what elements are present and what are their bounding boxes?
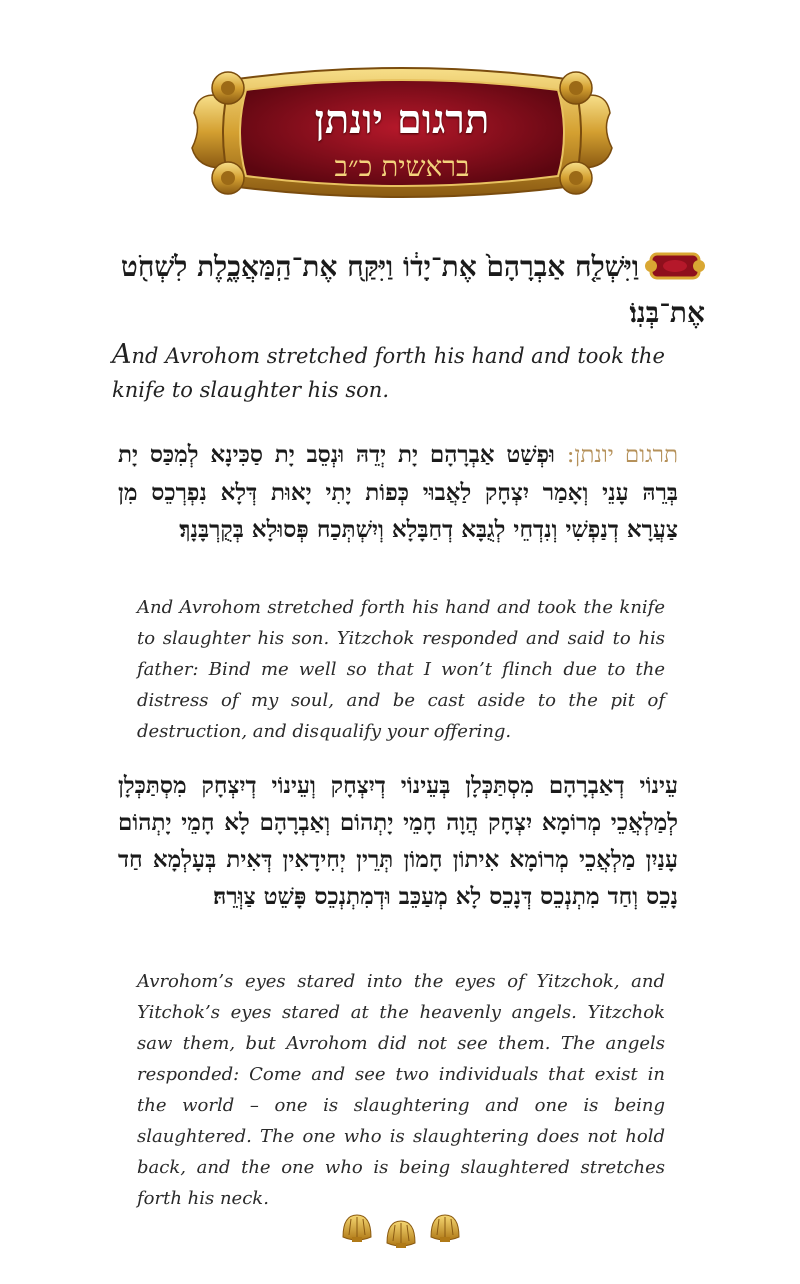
midrash-paragraph: עֵינוֹי דְאַבְרָהָם מִסְתַּכְּלָן בְּעֵינוֹי דְיִצְחָק וְעֵינוֹי דְיִצְחָק מִסְתַּכְּלָן לְמַלְאֲכֵי מְרוֹמָא יִצְחָק הֲוָה חָמֵי יָתְהוֹם וְאַבְרָהָם לָא חָמֵי יָתְהוֹם עָנַיִן מַלְאֲכֵי מְרוֹמָא אִיתוֹן חָמוֹן תְּרֵין יְחִידָאִין דְּאִית בְּעָלְמָא חַד נָכֵס וְחַד מִתְנְכֵס דְּנָכֵס לָא מְעַכֵּב וּדְמִתְנְכֵס פָּשֵׁט צַוְּרֵהּ׃ [118,772,678,910]
targum-paragraph [118,436,678,548]
targum-label: תרגום יונתן: [566,442,679,468]
verse-translation [112,338,697,407]
shells-ornament [339,1211,463,1251]
verse-hebrew-text: וַיִּשְׁלַ֤ח אַבְרָהָם֙ אֶת־יָד֔וֹ וַיִּקַּ֖ח אֶת־הַֽמַּאֲכֶ֑לֶת לִשְׁחֹ֖ט אֶת־בְּנֽוֹ׃ [120,250,705,329]
scroll-verse-marker-icon [645,250,705,282]
page-subtitle: בראשית כ״ב [334,150,470,183]
shell-icon [343,1215,371,1242]
header-banner [188,58,616,208]
targum-translation: And Avrohom stretched forth his hand and took the knife to slaughter his son. Yitzchok responded and said to his father: Bind me well so that I won’t flinch due to the distress of my soul, and be cast aside to the pit of destruction, and disqualify your offering. [137,597,665,742]
shell-icon [431,1215,459,1242]
shell-icon [387,1221,415,1248]
targum-text: וּפְשַׁט אַבְרָהָם יָת יְדֵהּ וּנְסֵב יָת סַכִּינָא לְמִכַּס יָת בְּרֵהּ עָנֵי וְאָמַר יִצְחָק לַאֲבוּי כְּפוֹת יָתִי יָאוּת דְּלָא נִפְרְכֵס מִן צַעֲרָא דְנַפְשִׁי וְנִדְחֵי לְגֻבָּא דְחַבָּלָא וְיִשְׁתְּכַח פְּסוּלָא בְּקֻרְבָּנָךְ׃ [118,441,678,543]
verse-hebrew [95,244,705,336]
verse-translation-text: nd Avrohom stretched forth his hand and took the knife to slaughter his son. [112,344,665,402]
page-title: תרגום יונתן [314,96,490,143]
midrash-translation: Avrohom’s eyes stared into the eyes of Yitzchok, and Yitchok’s eyes stared at the heavenly angels. Yitzchok saw them, but Avrohom did not see them. The angels responded: Come and see two individuals that exist in the world – one is slaughtering and one is being slaughtered. The one who is slaughtering does not hold back, and the one who is being slaughtered stretches forth his neck. [137,971,665,1209]
verse-translation-initial: A [112,339,132,370]
